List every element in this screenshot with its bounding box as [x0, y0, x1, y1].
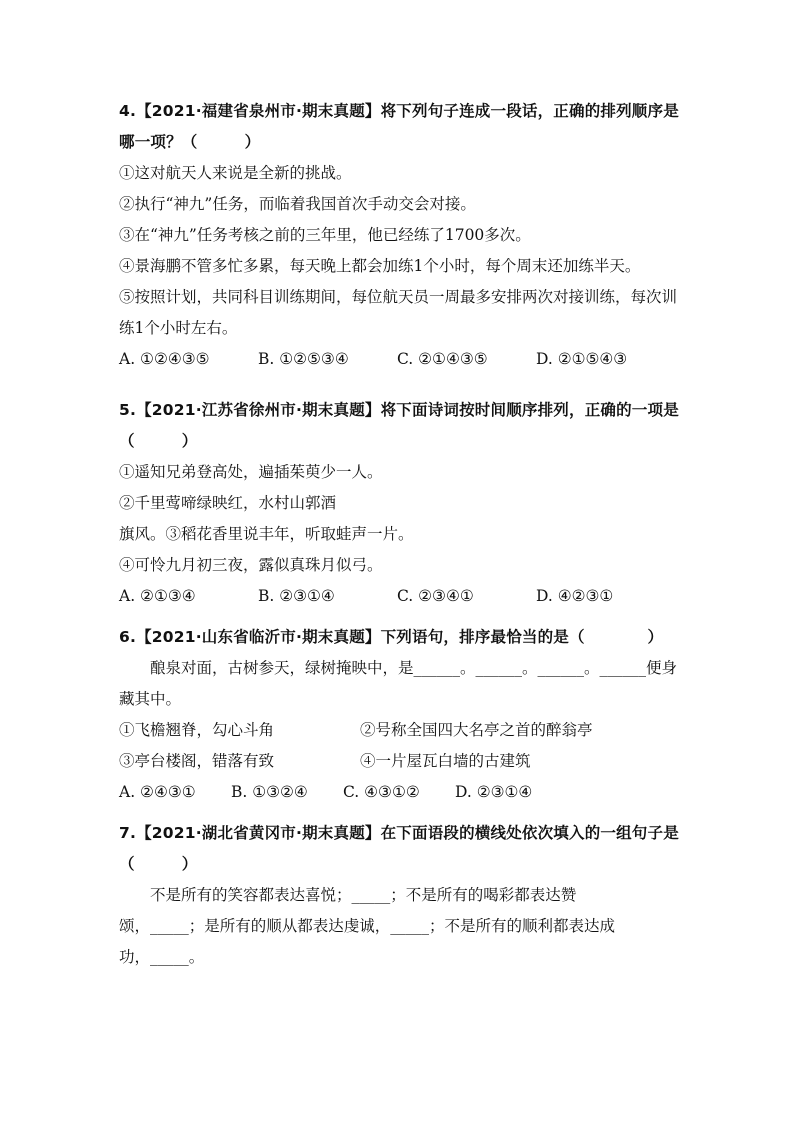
question-7-passage-line-3: 功，_____。 [119, 948, 205, 966]
question-7-passage-line-1: 不是所有的笑容都表达喜悦；_____；不是所有的喝彩都表达赞 [150, 886, 577, 904]
question-5-item-3: 旗风。③稻花香里说丰年，听取蛙声一片。 [119, 525, 414, 543]
option-d: D. ②③①④ [455, 783, 533, 801]
option-b: B. ①③②④ [231, 783, 308, 801]
question-5-title: 5.【2021·江苏省徐州市·期末真题】将下面诗词按时间顺序排列，正确的一项是（ ） [119, 401, 679, 450]
question-4-item-3: ③在“神九”任务考核之前的三年里，他已经练了1700多次。 [119, 226, 531, 244]
option-c: C. ②③④① [397, 587, 474, 605]
question-6-options [119, 777, 679, 808]
question-6-passage: 酿泉对面，古树参天，绿树掩映中，是______。______。______。______便身藏其中。 [119, 659, 678, 708]
option-a: A. ②④③① [119, 783, 196, 801]
question-4-item-4: ④景海鹏不管多忙多累，每天晚上都会加练1个小时，每个周末还加练半天。 [119, 257, 641, 275]
question-4-item-2: ②执行“神九”任务，而临着我国首次手动交会对接。 [119, 195, 476, 213]
question-4-options [119, 344, 679, 375]
option-b: B. ②③①④ [258, 587, 335, 605]
question-5 [119, 395, 679, 612]
question-4 [119, 96, 679, 375]
question-4-item-1: ①这对航天人来说是全新的挑战。 [119, 164, 352, 182]
choice-4: ④一片屋瓦白墙的古建筑 [360, 752, 531, 770]
option-c: C. ②①④③⑤ [397, 350, 488, 368]
option-c: C. ④③①② [343, 783, 420, 801]
question-4-title: 4.【2021·福建省泉州市·期末真题】将下列句子连成一段话，正确的排列顺序是哪一项？（ ） [119, 102, 679, 151]
question-7-title: 7.【2021·湖北省黄冈市·期末真题】在下面语段的横线处依次填入的一组句子是（ ） [119, 824, 679, 873]
question-4-item-5: ⑤按照计划，共同科目训练期间，每位航天员一周最多安排两次对接训练，每次训练1个小时左右。 [119, 288, 678, 337]
option-d: D. ④②③① [536, 587, 614, 605]
question-7 [119, 818, 679, 973]
choice-1: ①飞檐翘脊，勾心斗角 [119, 721, 275, 739]
choice-3: ③亭台楼阁，错落有致 [119, 752, 275, 770]
question-6 [119, 622, 679, 808]
choice-2: ②号称全国四大名亭之首的醉翁亭 [360, 721, 593, 739]
question-6-choices-row-2 [119, 746, 679, 777]
question-5-item-4: ④可怜九月初三夜，露似真珠月似弓。 [119, 556, 383, 574]
question-6-choices-row-1 [119, 715, 679, 746]
document-page [119, 96, 679, 973]
option-d: D. ②①⑤④③ [536, 350, 628, 368]
question-5-options [119, 581, 679, 612]
question-5-item-1: ①遥知兄弟登高处，遍插茱萸少一人。 [119, 463, 383, 481]
option-a: A. ①②④③⑤ [119, 350, 210, 368]
option-b: B. ①②⑤③④ [258, 350, 349, 368]
question-5-item-2: ②千里莺啼绿映红，水村山郭酒 [119, 494, 337, 512]
question-6-title: 6.【2021·山东省临沂市·期末真题】下列语句，排序最恰当的是（ ） [119, 628, 664, 646]
option-a: A. ②①③④ [119, 587, 196, 605]
question-7-passage-line-2: 颂，_____；是所有的顺从都表达虔诚，_____；不是所有的顺利都表达成 [119, 917, 616, 935]
